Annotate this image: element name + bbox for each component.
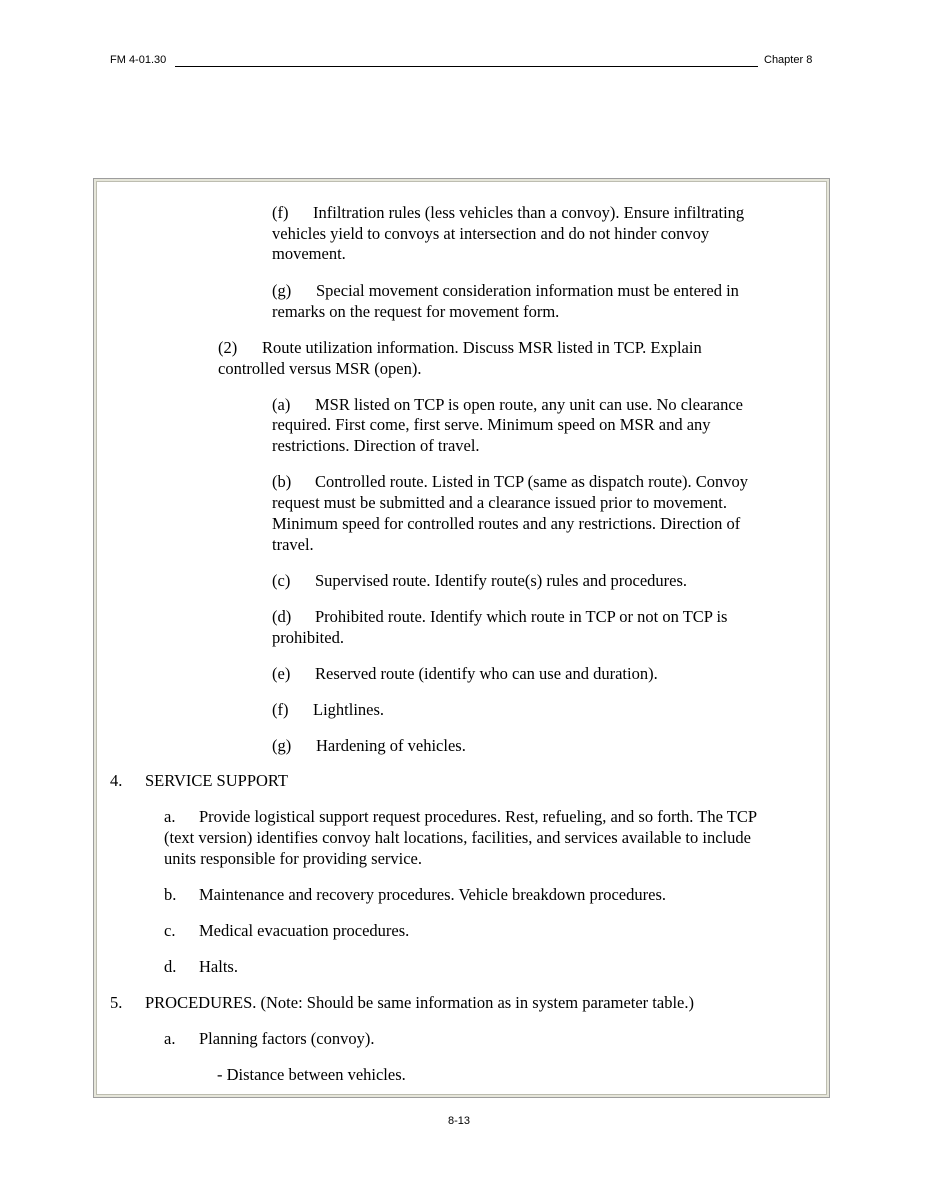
item-e-reserved-route	[272, 663, 658, 684]
item-marker: (f)	[272, 203, 289, 222]
item-marker: (f)	[272, 700, 289, 719]
text-line: request must be submitted and a clearance issued prior to movement.	[272, 493, 727, 512]
text-line: travel.	[272, 535, 314, 554]
item-marker: (c)	[272, 571, 291, 590]
section-number: 5.	[110, 993, 123, 1012]
section-title: PROCEDURES. (Note: Should be same information as in system parameter table.)	[145, 993, 694, 1012]
item-4d-halts	[164, 956, 238, 977]
text-line: controlled versus MSR (open).	[218, 359, 422, 378]
item-g-hardening	[272, 735, 466, 756]
item-marker: (2)	[218, 338, 238, 357]
text-line: Special movement consideration information must be entered in	[316, 281, 739, 300]
text-line: required. First come, first serve. Minimum speed on MSR and any	[272, 415, 711, 434]
text-line: Planning factors (convoy).	[199, 1029, 375, 1048]
text-line: Medical evacuation procedures.	[199, 921, 410, 940]
item-marker: (e)	[272, 664, 291, 683]
text-line: remarks on the request for movement form.	[272, 302, 560, 321]
text-line: Lightlines.	[313, 700, 385, 719]
running-header-right: Chapter 8	[764, 54, 813, 66]
text-line: Supervised route. Identify route(s) rules and procedures.	[315, 571, 688, 590]
item-5a-planning-factors	[164, 1028, 375, 1049]
text-line: Infiltration rules (less vehicles than a convoy). Ensure infiltrating	[313, 203, 745, 222]
item-marker: (a)	[272, 395, 291, 414]
item-marker: (b)	[272, 472, 292, 491]
text-line: vehicles yield to convoys at intersection and do not hinder convoy	[272, 224, 710, 243]
item-marker: a.	[164, 1029, 176, 1048]
text-line: Provide logistical support request procedures. Rest, refueling, and so forth. The TCP	[199, 807, 757, 826]
section-number: 4.	[110, 771, 123, 790]
item-c-supervised-route	[272, 570, 687, 591]
running-header-left: FM 4-01.30	[110, 54, 167, 66]
text-line: (text version) identifies convoy halt locations, facilities, and services available to include	[164, 828, 751, 847]
item-4c-medical-evacuation	[164, 920, 409, 941]
text-line: movement.	[272, 244, 346, 263]
text-line: Prohibited route. Identify which route in TCP or not on TCP is	[315, 607, 728, 626]
item-marker: a.	[164, 807, 176, 826]
section-5-heading	[110, 992, 694, 1013]
dash-item-distance: - Distance between vehicles.	[217, 1065, 406, 1084]
item-marker: d.	[164, 957, 177, 976]
text-line: MSR listed on TCP is open route, any unit can use. No clearance	[315, 395, 744, 414]
text-line: Route utilization information. Discuss MSR listed in TCP. Explain	[262, 338, 702, 357]
section-4-heading	[110, 770, 288, 791]
text-line: Minimum speed for controlled routes and any restrictions. Direction of	[272, 514, 741, 533]
item-4b-maintenance	[164, 884, 666, 905]
item-marker: (g)	[272, 281, 292, 300]
text-line: restrictions. Direction of travel.	[272, 436, 480, 455]
page-number: 8-13	[448, 1115, 471, 1127]
text-line: Maintenance and recovery procedures. Vehicle breakdown procedures.	[199, 885, 666, 904]
text-line: Controlled route. Listed in TCP (same as dispatch route). Convoy	[315, 472, 749, 491]
text-line: prohibited.	[272, 628, 344, 647]
header-rule	[175, 66, 758, 67]
item-marker: (g)	[272, 736, 292, 755]
text-line: Reserved route (identify who can use and duration).	[315, 664, 658, 683]
item-marker: c.	[164, 921, 176, 940]
text-line: Halts.	[199, 957, 238, 976]
item-f-lightlines	[272, 699, 384, 720]
text-line: units responsible for providing service.	[164, 849, 422, 868]
text-line: Hardening of vehicles.	[316, 736, 466, 755]
item-marker: (d)	[272, 607, 292, 626]
section-title: SERVICE SUPPORT	[145, 771, 289, 790]
item-marker: b.	[164, 885, 177, 904]
